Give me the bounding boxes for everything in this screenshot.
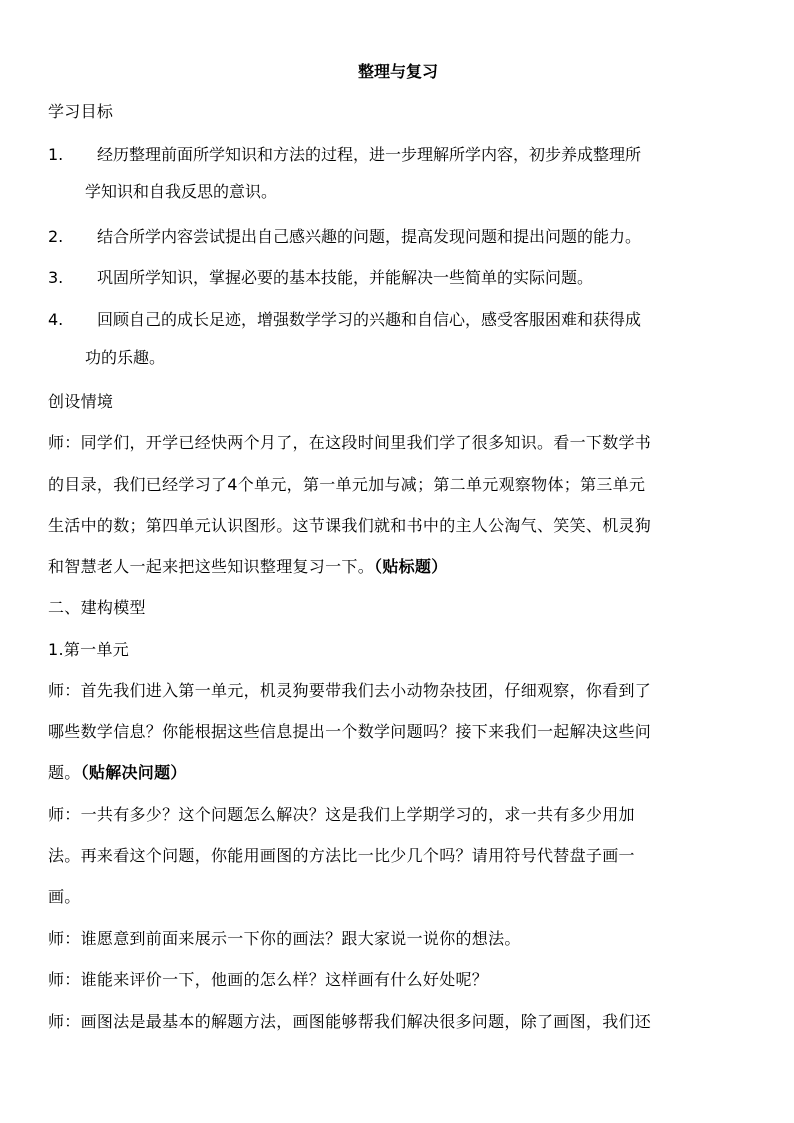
para2-line-3: 画。: [48, 887, 81, 906]
unit1-line-3: [48, 763, 187, 783]
para4-line: 师：谁能来评价一下，他画的怎么样？这样画有什么好处呢？: [48, 970, 489, 989]
situation-line-1: 师：同学们，开学已经快两个月了，在这段时间里我们学了很多知识。看一下数学书: [48, 433, 652, 452]
situation-label-bold: （贴标题）: [374, 557, 448, 576]
goal-3-number: 3.: [48, 268, 64, 287]
goal-1-line-2: 学知识和自我反思的意识。: [85, 182, 278, 201]
goal-2-number: 2.: [48, 227, 64, 246]
goal-1-number: 1.: [48, 145, 64, 164]
goal-4-line-1: 回顾自己的成长足迹，增强数学学习的兴趣和自信心，感受客服困难和获得成: [97, 310, 642, 329]
unit1-line-1: 师：首先我们进入第一单元，机灵狗要带我们去小动物杂技团，仔细观察，你看到了: [48, 681, 652, 700]
unit1-label-bold: （贴解决问题）: [80, 763, 187, 782]
page-title: 整理与复习: [357, 62, 438, 81]
goal-4-line-2: 功的乐趣。: [85, 348, 166, 367]
model-heading: 二、建构模型: [48, 598, 146, 617]
para5-line: 师：画图法是最基本的解题方法，画图能够帮我们解决很多问题，除了画图，我们还: [48, 1012, 652, 1031]
unit1-line-2: 哪些数学信息？你能根据这些信息提出一个数学问题吗？接下来我们一起解决这些问: [48, 722, 652, 741]
unit1-heading: 1.第一单元: [48, 640, 130, 659]
para2-line-2: 法。再来看这个问题，你能用画图的方法比一比少几个吗？请用符号代替盘子画一: [48, 846, 635, 865]
situation-line-2: 的目录，我们已经学习了4个单元，第一单元加与减；第二单元观察物体；第三单元: [48, 475, 646, 494]
situation-line-4: [48, 557, 448, 577]
unit1-line-3-text: 题。: [48, 763, 81, 782]
situation-heading: 创设情境: [48, 392, 114, 411]
para3-line: 师：谁愿意到前面来展示一下你的画法？跟大家说一说你的想法。: [48, 929, 521, 948]
situation-line-3: 生活中的数；第四单元认识图形。这节课我们就和书中的主人公淘气、笑笑、机灵狗: [48, 516, 652, 535]
goal-2-line-1: 结合所学内容尝试提出自己感兴趣的问题，提高发现问题和提出问题的能力。: [97, 227, 642, 246]
situation-line-4-text: 和智慧老人一起来把这些知识整理复习一下。: [48, 557, 375, 576]
goal-4-number: 4.: [48, 310, 64, 329]
goal-1-line-1: 经历整理前面所学知识和方法的过程，进一步理解所学内容，初步养成整理所: [97, 145, 642, 164]
goals-heading: 学习目标: [48, 102, 114, 121]
goal-3-line-1: 巩固所学知识，掌握必要的基本技能，并能解决一些简单的实际问题。: [97, 268, 594, 287]
para2-line-1: 师：一共有多少？这个问题怎么解决？这是我们上学期学习的，求一共有多少用加: [48, 805, 635, 824]
